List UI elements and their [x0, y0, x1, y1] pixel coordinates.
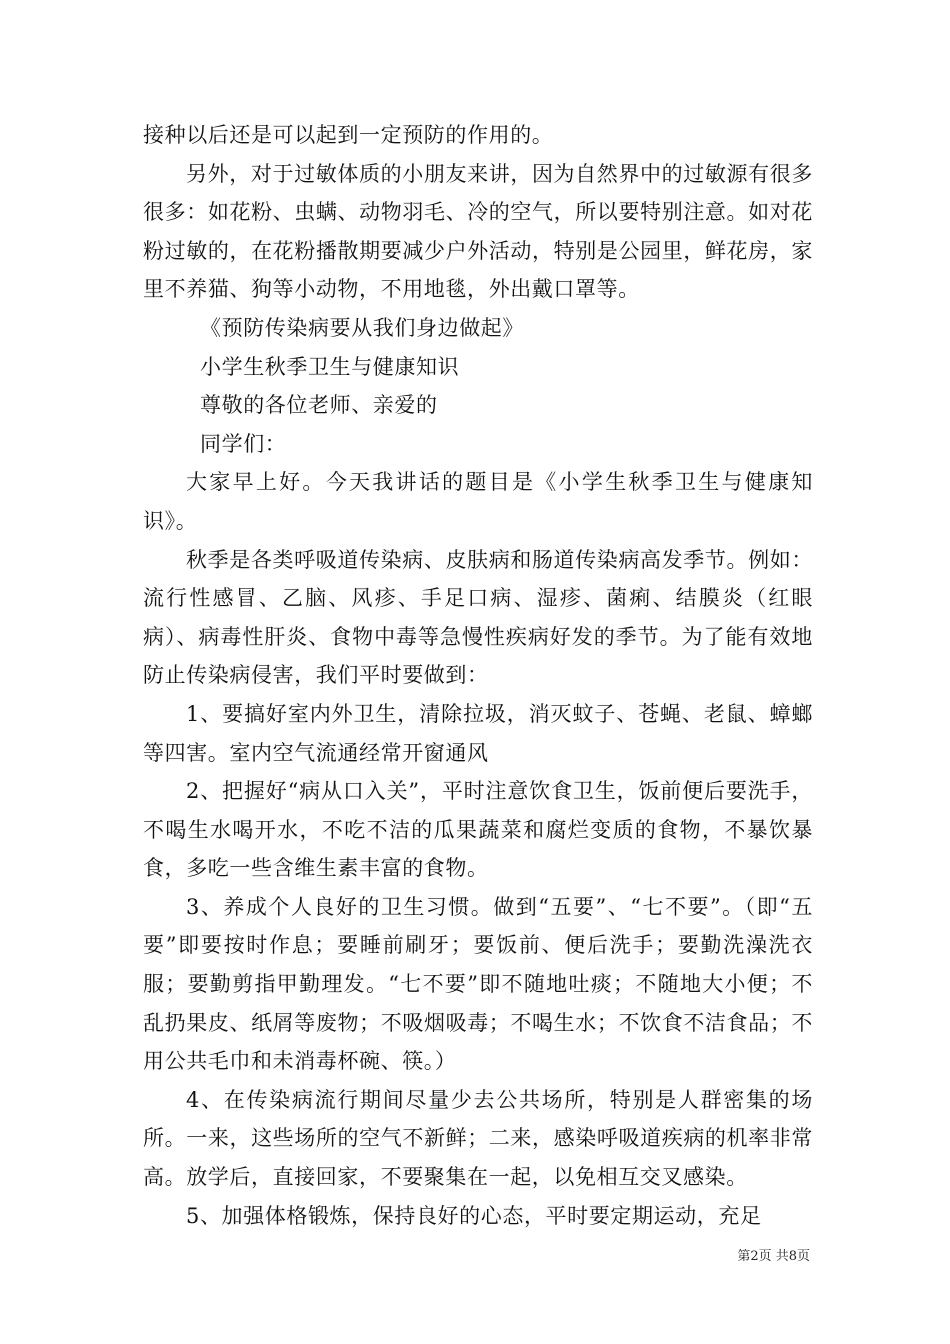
paragraph-greeting: 大家早上好。今天我讲话的题目是《小学生秋季卫生与健康知识》。 [143, 470, 813, 533]
salutation-line-1: 尊敬的各位老师、亲爱的 [200, 393, 438, 418]
paragraph-allergy: 另外，对于过敏体质的小朋友来讲，因为自然界中的过敏源有很多很多：如花粉、虫螨、动物羽毛、冷的空气，所以要特别注意。如对花粉过敏的，在花粉播散期要减少户外活动，特别是公园里，鲜花房，家里不养猫、狗等小动物，不用地毯，外出戴口罩等。 [143, 161, 813, 302]
list-item-2: 2、把握好“病从口入关”，平时注意饮食卫生，饭前便后要洗手，不喝生水喝开水，不吃不洁的瓜果蔬菜和腐烂变质的食物，不暴饮暴食，多吃一些含维生素丰富的食物。 [143, 779, 813, 881]
page-number: 第2页 共8页 [737, 1249, 810, 1264]
paragraph-vaccination-end: 接种以后还是可以起到一定预防的作用的。 [143, 123, 554, 147]
speech-title: 小学生秋季卫生与健康知识 [200, 354, 460, 379]
salutation-line-2: 同学们： [200, 431, 287, 456]
document-body [143, 116, 813, 1235]
list-item-4: 4、在传染病流行期间尽量少去公共场所，特别是人群密集的场所。一来，这些场所的空气不新鲜；二来，感染呼吸道疾病的机率非常高。放学后，直接回家，不要聚集在一起，以免相互交叉感染。 [143, 1087, 813, 1190]
list-item-1: 1、要搞好室内外卫生，清除拉圾，消灭蚊子、苍蝇、老鼠、蟑螂等四害。室内空气流通经常开窗通风 [143, 701, 813, 765]
article-title: 《预防传染病要从我们身边做起》 [200, 315, 524, 340]
paragraph-autumn-diseases: 秋季是各类呼吸道传染病、皮肤病和肠道传染病高发季节。例如：流行性感冒、乙脑、风疹、手足口病、湿疹、菌痢、结膜炎（红眼病）、病毒性肝炎、食物中毒等急慢性疾病好发的季节。为了能有效地防止传染病侵害，我们平时要做到： [143, 547, 813, 688]
list-item-5: 5、加强体格锻炼，保持良好的心态，平时要定期运动，充足 [186, 1203, 762, 1228]
list-item-3: 3、养成个人良好的卫生习惯。做到“五要”、“七不要”。（即“五要”即要按时作息；要睡前刷牙；要饭前、便后洗手；要勤洗澡洗衣服；要勤剪指甲勤理发。“七不要”即不随地吐痰；不随地大小便；不乱扔果皮、纸屑等废物；不吸烟吸毒；不喝生水；不饮食不洁食品；不用公共毛巾和未消毒杯碗、筷。） [143, 894, 813, 1074]
